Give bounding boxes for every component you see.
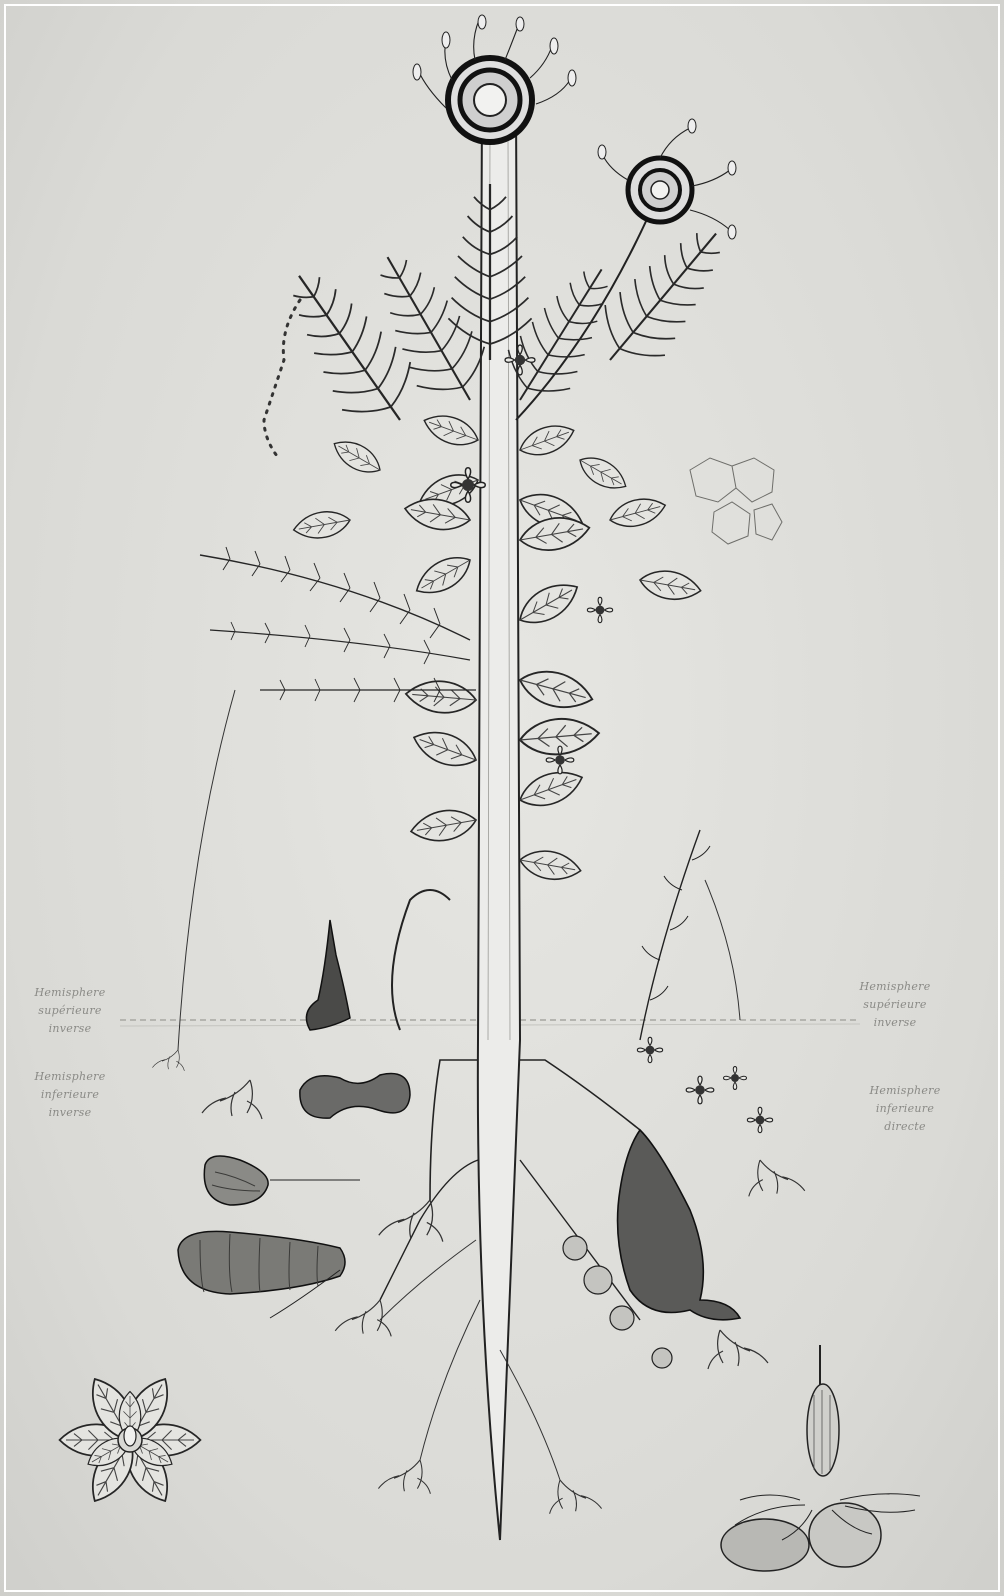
seedling-bottom-right xyxy=(721,1345,920,1571)
top-capsule xyxy=(413,15,576,142)
caption-line: Hemisphere supérieure xyxy=(859,980,931,1011)
caption-lower-left xyxy=(5,1068,135,1122)
side-capsule xyxy=(516,119,736,420)
caption-line: inverse xyxy=(873,1016,917,1029)
caption-upper-right xyxy=(830,978,960,1032)
caption-lower-right xyxy=(840,1082,970,1136)
rosette-bottom-left xyxy=(60,1371,201,1509)
large-tuber xyxy=(618,1130,740,1320)
caption-line: Hemisphere inferieure xyxy=(869,1084,941,1115)
caption-upper-left xyxy=(5,984,135,1038)
caption-line: inverse xyxy=(48,1022,92,1035)
caption-line: Hemisphere supérieure xyxy=(34,986,106,1017)
caption-line: directe xyxy=(884,1120,926,1133)
left-tubers xyxy=(178,890,450,1318)
caption-line: Hemisphere inferieure xyxy=(34,1070,106,1101)
caption-line: inverse xyxy=(48,1106,92,1119)
